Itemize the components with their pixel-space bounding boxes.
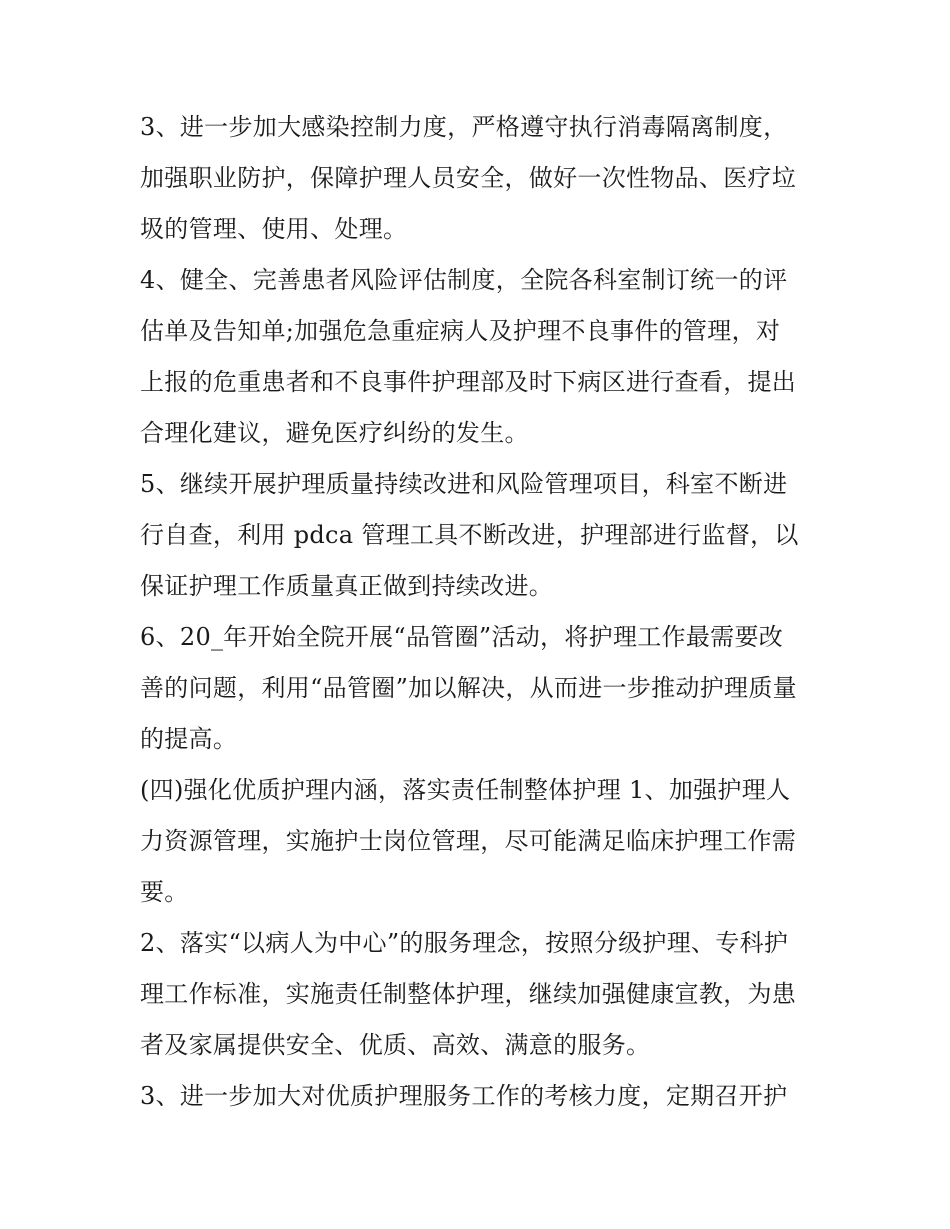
text-line: 保证护理工作质量真正做到持续改进。 xyxy=(140,572,554,600)
text-line: 3、进一步加大感染控制力度，严格遵守执行消毒隔离制度， xyxy=(140,113,788,141)
text-line: 要。 xyxy=(140,878,189,906)
document-body xyxy=(140,102,820,1122)
text-line: 理工作标准，实施责任制整体护理，继续加强健康宣教，为患 xyxy=(140,980,797,1008)
text-line: 5、继续开展护理质量持续改进和风险管理项目，科室不断进 xyxy=(140,470,788,498)
text-line: 行自查，利用 pdca 管理工具不断改进，护理部进行监督，以 xyxy=(140,521,799,549)
text-line: 2、落实“以病人为中心”的服务理念，按照分级护理、专科护 xyxy=(140,929,789,957)
text-line: 善的问题，利用“品管圈”加以解决，从而进一步推动护理质量 xyxy=(140,674,797,702)
text-line: 者及家属提供安全、优质、高效、满意的服务。 xyxy=(140,1031,651,1059)
text-line: 力资源管理，实施护士岗位管理，尽可能满足临床护理工作需 xyxy=(140,827,797,855)
text-line: 估单及告知单;加强危急重症病人及护理不良事件的管理，对 xyxy=(140,317,781,345)
text-line: 6、20_年开始全院开展“品管圈”活动，将护理工作最需要改 xyxy=(140,623,784,651)
text-line: 3、进一步加大对优质护理服务工作的考核力度，定期召开护 xyxy=(140,1082,788,1110)
text-line: 上报的危重患者和不良事件护理部及时下病区进行查看，提出 xyxy=(140,368,797,396)
text-line: 4、健全、完善患者风险评估制度，全院各科室制订统一的评 xyxy=(140,266,788,294)
text-line: 加强职业防护，保障护理人员安全，做好一次性物品、医疗垃 xyxy=(140,164,797,192)
text-line: 的提高。 xyxy=(140,725,238,753)
text-line: (四)强化优质护理内涵，落实责任制整体护理 1、加强护理人 xyxy=(140,776,791,804)
text-line: 合理化建议，避免医疗纠纷的发生。 xyxy=(140,419,529,447)
text-line: 圾的管理、使用、处理。 xyxy=(140,215,408,243)
